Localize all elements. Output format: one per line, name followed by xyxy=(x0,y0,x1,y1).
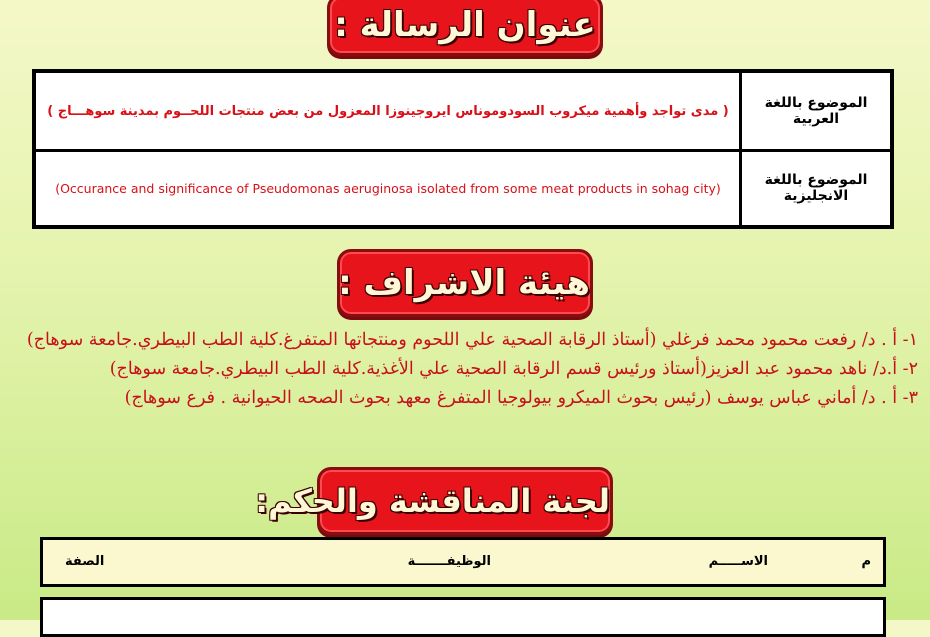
supervisor-item: ٢- أ.د/ ناهد محمود عبد العزيز(أستاذ ورئيس قسم الرقابة الصحية علي الأغذية.كلية الطب البيطري.جامعة سوهاج) xyxy=(109,359,918,379)
topic-value-arabic: ( مدى تواجد وأهمية ميكروب السودوموناس ايروجينوزا المعزول من بعض منتجات اللحــوم بمدينة سوهـــاج ) xyxy=(47,103,729,119)
column-role: الوظيفـــــــة xyxy=(407,554,491,569)
banner-thesis-title: عنوان الرسالة : xyxy=(327,0,603,56)
topic-table xyxy=(32,69,894,229)
column-index: م xyxy=(861,554,871,569)
column-capacity: الصفة xyxy=(65,554,105,569)
topic-row-arabic xyxy=(36,73,890,152)
committee-table-row xyxy=(40,597,886,637)
supervisor-item: ١- أ . د/ رفعت محمود محمد فرغلي (أستاذ الرقابة الصحية علي اللحوم ومنتجاتها المتفرغ.كلية الطب البيطري.جامعة سوهاج) xyxy=(26,330,918,350)
topic-value-english: (Occurance and significance of Pseudomonas aeruginosa isolated from some meat products in sohag city) xyxy=(55,180,721,196)
supervisor-item: ٣- أ . د/ أماني عباس يوسف (رئيس بحوث الميكرو بيولوجيا المتفرغ معهد بحوث الصحه الحيوانية . فرع سوهاج) xyxy=(124,388,918,408)
topic-label-arabic: الموضوع باللغة العربية xyxy=(739,73,890,149)
supervisors-list xyxy=(10,326,918,413)
topic-label-english: الموضوع باللغة الانجليزية xyxy=(739,149,890,227)
column-name: الاســـــم xyxy=(708,554,768,569)
banner-supervision: هيئة الاشراف : xyxy=(337,249,593,317)
committee-table-header xyxy=(40,537,886,587)
topic-row-english xyxy=(36,149,890,227)
banner-committee: لجنة المناقشة والحكم: xyxy=(317,467,613,535)
